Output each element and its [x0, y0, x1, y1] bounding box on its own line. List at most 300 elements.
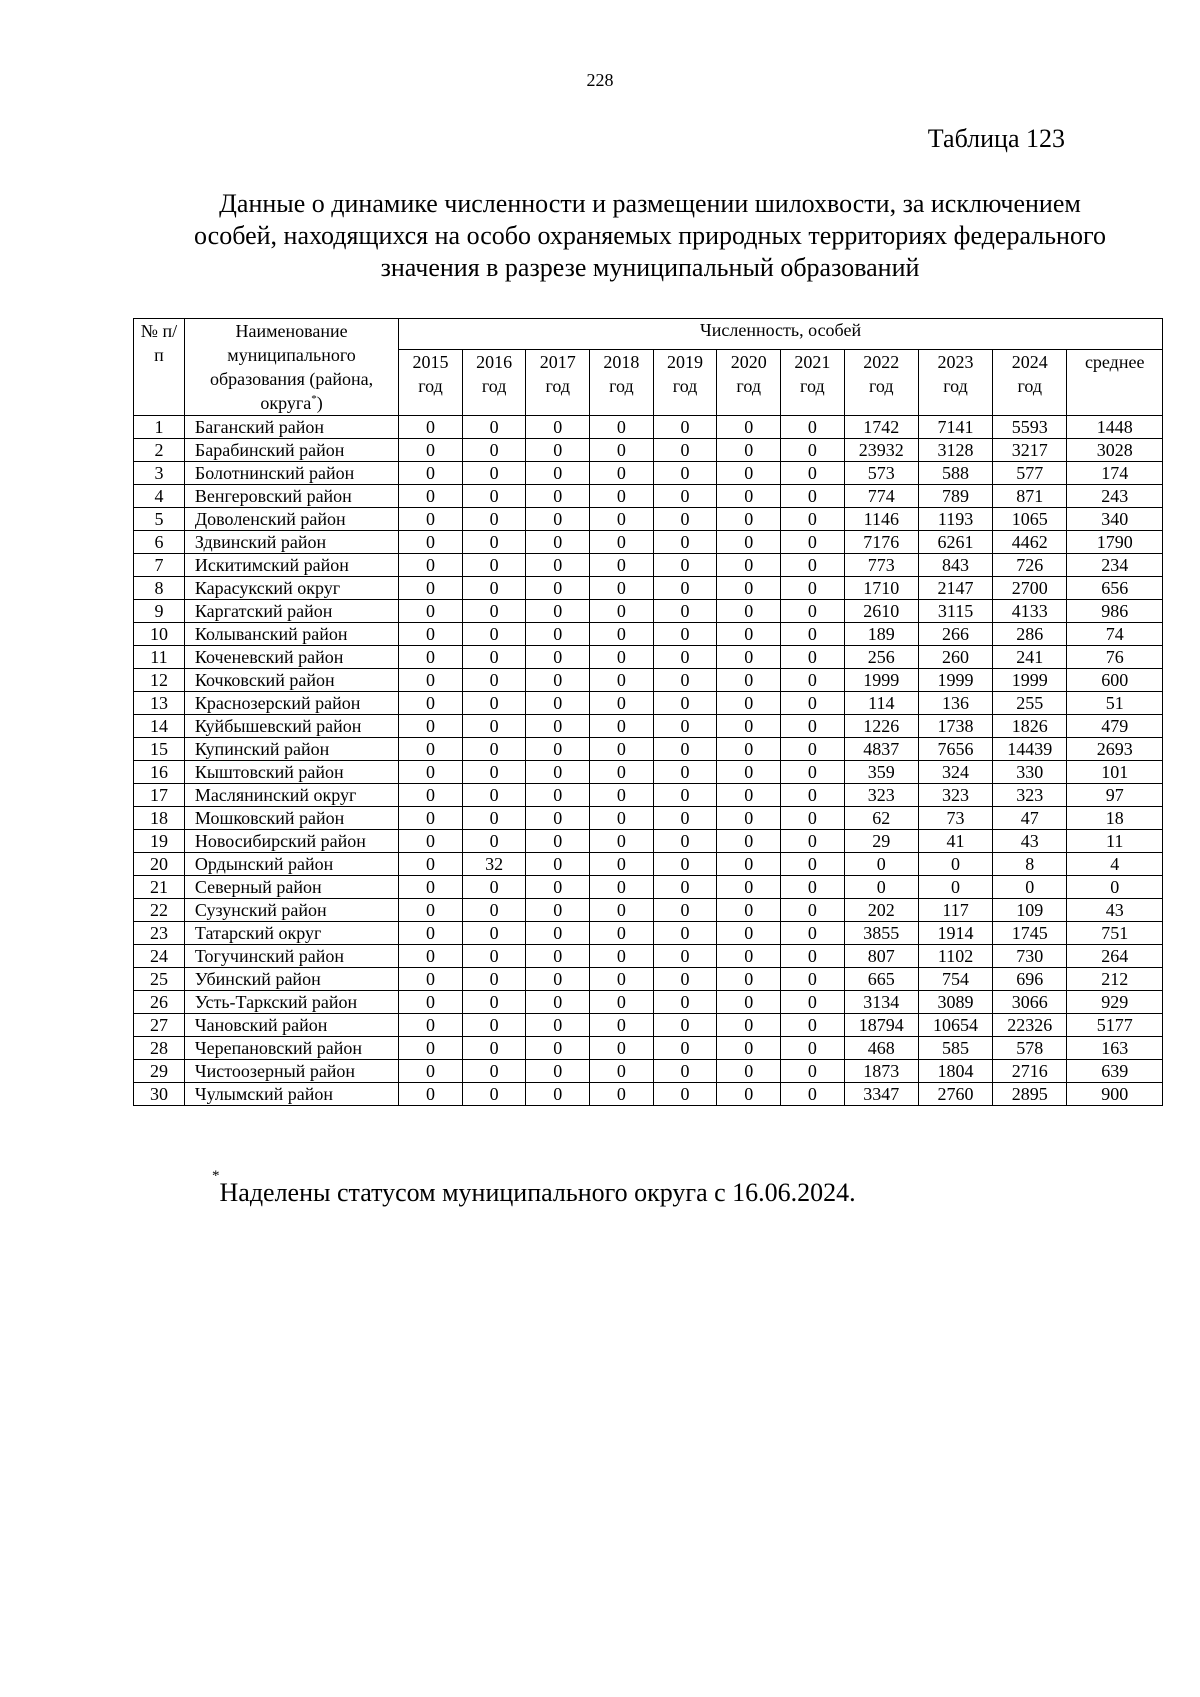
- header-year-value: 2016: [476, 351, 513, 372]
- count-cell: 588: [918, 462, 992, 485]
- count-cell: 0: [526, 807, 590, 830]
- count-cell: 0: [399, 669, 463, 692]
- row-number: 17: [134, 784, 185, 807]
- count-cell: 202: [844, 899, 918, 922]
- count-cell: 0: [653, 876, 717, 899]
- count-cell: 578: [993, 1037, 1067, 1060]
- count-cell: 0: [717, 784, 781, 807]
- count-cell: 0: [526, 416, 590, 439]
- count-cell: 0: [717, 1037, 781, 1060]
- count-cell: 754: [918, 968, 992, 991]
- count-cell: 0: [717, 1060, 781, 1083]
- count-cell: 0: [462, 899, 526, 922]
- count-cell: 0: [717, 899, 781, 922]
- table-row: [134, 1083, 1163, 1106]
- header-year-value: 2015: [412, 351, 449, 372]
- count-cell: 0: [590, 784, 654, 807]
- table-row: [134, 623, 1163, 646]
- count-cell: 1193: [918, 508, 992, 531]
- table-row: [134, 600, 1163, 623]
- count-cell: 255: [993, 692, 1067, 715]
- count-cell: 0: [781, 439, 845, 462]
- count-cell: 23932: [844, 439, 918, 462]
- count-cell: 0: [844, 876, 918, 899]
- count-cell: 1826: [993, 715, 1067, 738]
- average-cell: 18: [1067, 807, 1163, 830]
- count-cell: 256: [844, 646, 918, 669]
- count-cell: 665: [844, 968, 918, 991]
- document-title: [120, 188, 1180, 284]
- municipality-name: Куйбышевский район: [184, 715, 398, 738]
- average-cell: 43: [1067, 899, 1163, 922]
- count-cell: 114: [844, 692, 918, 715]
- count-cell: 0: [462, 968, 526, 991]
- count-cell: 1146: [844, 508, 918, 531]
- count-cell: 0: [781, 991, 845, 1014]
- count-cell: 324: [918, 761, 992, 784]
- row-number: 1: [134, 416, 185, 439]
- count-cell: 0: [717, 669, 781, 692]
- count-cell: 0: [526, 692, 590, 715]
- count-cell: 0: [653, 1037, 717, 1060]
- table-row: [134, 715, 1163, 738]
- count-cell: 117: [918, 899, 992, 922]
- count-cell: 0: [717, 462, 781, 485]
- count-cell: 0: [717, 600, 781, 623]
- count-cell: 0: [526, 968, 590, 991]
- count-cell: 0: [590, 416, 654, 439]
- header-footnote-mark: *: [311, 393, 317, 405]
- count-cell: 726: [993, 554, 1067, 577]
- count-cell: 0: [399, 554, 463, 577]
- count-cell: 0: [526, 853, 590, 876]
- count-cell: 0: [653, 945, 717, 968]
- average-cell: 479: [1067, 715, 1163, 738]
- count-cell: 0: [717, 508, 781, 531]
- count-cell: 2760: [918, 1083, 992, 1106]
- count-cell: 0: [590, 692, 654, 715]
- count-cell: 2716: [993, 1060, 1067, 1083]
- count-cell: 0: [781, 945, 845, 968]
- count-cell: 0: [781, 1014, 845, 1037]
- count-cell: 0: [590, 899, 654, 922]
- count-cell: 0: [590, 715, 654, 738]
- count-cell: 29: [844, 830, 918, 853]
- count-cell: 0: [526, 899, 590, 922]
- count-cell: 0: [462, 692, 526, 715]
- count-cell: 0: [993, 876, 1067, 899]
- count-cell: 0: [781, 554, 845, 577]
- count-cell: 0: [781, 646, 845, 669]
- count-cell: 696: [993, 968, 1067, 991]
- count-cell: 1999: [918, 669, 992, 692]
- count-cell: 0: [462, 577, 526, 600]
- table-row: [134, 876, 1163, 899]
- count-cell: 22326: [993, 1014, 1067, 1037]
- count-cell: 7656: [918, 738, 992, 761]
- count-cell: 0: [462, 485, 526, 508]
- footnote: [212, 1168, 856, 1208]
- count-cell: 7176: [844, 531, 918, 554]
- count-cell: 43: [993, 830, 1067, 853]
- count-cell: 0: [399, 1083, 463, 1106]
- count-cell: 0: [717, 715, 781, 738]
- header-municipality-text: Наименование муниципального образования (района, округа: [209, 321, 374, 413]
- row-number: 7: [134, 554, 185, 577]
- row-number: 12: [134, 669, 185, 692]
- count-cell: 47: [993, 807, 1067, 830]
- count-cell: 585: [918, 1037, 992, 1060]
- count-cell: 0: [462, 439, 526, 462]
- count-cell: 0: [399, 439, 463, 462]
- row-number: 13: [134, 692, 185, 715]
- table-row: [134, 968, 1163, 991]
- count-cell: 0: [590, 462, 654, 485]
- count-cell: 0: [781, 485, 845, 508]
- average-cell: 234: [1067, 554, 1163, 577]
- average-cell: 264: [1067, 945, 1163, 968]
- count-cell: 0: [781, 462, 845, 485]
- municipality-name: Доволенский район: [184, 508, 398, 531]
- count-cell: 0: [653, 784, 717, 807]
- municipality-name: Венгеровский район: [184, 485, 398, 508]
- header-year: [462, 349, 526, 415]
- count-cell: 0: [590, 600, 654, 623]
- count-cell: 0: [653, 922, 717, 945]
- count-cell: 62: [844, 807, 918, 830]
- count-cell: 1102: [918, 945, 992, 968]
- count-cell: 0: [399, 761, 463, 784]
- count-cell: 0: [462, 508, 526, 531]
- count-cell: 0: [462, 738, 526, 761]
- count-cell: 0: [590, 830, 654, 853]
- count-cell: 0: [590, 945, 654, 968]
- population-table: [133, 318, 1163, 1106]
- average-cell: 97: [1067, 784, 1163, 807]
- average-cell: 5177: [1067, 1014, 1163, 1037]
- count-cell: 0: [717, 830, 781, 853]
- count-cell: 0: [526, 1060, 590, 1083]
- municipality-name: Чистоозерный район: [184, 1060, 398, 1083]
- count-cell: 0: [653, 692, 717, 715]
- average-cell: 929: [1067, 991, 1163, 1014]
- count-cell: 5593: [993, 416, 1067, 439]
- header-year-value: 2020: [730, 351, 767, 372]
- count-cell: 468: [844, 1037, 918, 1060]
- table-row: [134, 646, 1163, 669]
- municipality-name: Болотнинский район: [184, 462, 398, 485]
- count-cell: 0: [717, 531, 781, 554]
- header-municipality-suffix: ): [316, 393, 323, 413]
- count-cell: 1873: [844, 1060, 918, 1083]
- row-number: 25: [134, 968, 185, 991]
- count-cell: 1914: [918, 922, 992, 945]
- count-cell: 0: [399, 1060, 463, 1083]
- count-cell: 1710: [844, 577, 918, 600]
- count-cell: 0: [918, 853, 992, 876]
- count-cell: 0: [399, 508, 463, 531]
- count-cell: 0: [526, 508, 590, 531]
- table-row: [134, 899, 1163, 922]
- average-cell: 751: [1067, 922, 1163, 945]
- table-row: [134, 761, 1163, 784]
- count-cell: 0: [781, 1037, 845, 1060]
- row-number: 14: [134, 715, 185, 738]
- count-cell: 0: [653, 646, 717, 669]
- table-row: [134, 485, 1163, 508]
- count-cell: 0: [717, 485, 781, 508]
- row-number: 24: [134, 945, 185, 968]
- count-cell: 0: [653, 485, 717, 508]
- count-cell: 0: [653, 991, 717, 1014]
- municipality-name: Кыштовский район: [184, 761, 398, 784]
- count-cell: 0: [462, 991, 526, 1014]
- average-cell: 174: [1067, 462, 1163, 485]
- header-year: [590, 349, 654, 415]
- count-cell: 0: [781, 623, 845, 646]
- municipality-name: Усть-Таркский район: [184, 991, 398, 1014]
- count-cell: 0: [526, 876, 590, 899]
- count-cell: 0: [781, 922, 845, 945]
- count-cell: 0: [590, 738, 654, 761]
- table-row: [134, 508, 1163, 531]
- municipality-name: Маслянинский округ: [184, 784, 398, 807]
- count-cell: 3217: [993, 439, 1067, 462]
- count-cell: 0: [590, 876, 654, 899]
- count-cell: 266: [918, 623, 992, 646]
- average-cell: 1448: [1067, 416, 1163, 439]
- header-year-unit: год: [800, 375, 825, 396]
- count-cell: 0: [462, 784, 526, 807]
- average-cell: 2693: [1067, 738, 1163, 761]
- count-cell: 0: [462, 623, 526, 646]
- average-cell: 212: [1067, 968, 1163, 991]
- count-cell: 4133: [993, 600, 1067, 623]
- count-cell: 0: [399, 968, 463, 991]
- count-cell: 6261: [918, 531, 992, 554]
- header-year-value: 2022: [863, 351, 900, 372]
- count-cell: 0: [653, 968, 717, 991]
- count-cell: 0: [462, 554, 526, 577]
- row-number: 23: [134, 922, 185, 945]
- average-cell: 4: [1067, 853, 1163, 876]
- count-cell: 0: [590, 508, 654, 531]
- municipality-name: Новосибирский район: [184, 830, 398, 853]
- count-cell: 0: [653, 462, 717, 485]
- count-cell: 0: [462, 646, 526, 669]
- count-cell: 789: [918, 485, 992, 508]
- count-cell: 0: [462, 1014, 526, 1037]
- municipality-name: Здвинский район: [184, 531, 398, 554]
- count-cell: 0: [590, 807, 654, 830]
- table-row: [134, 1014, 1163, 1037]
- count-cell: 2147: [918, 577, 992, 600]
- header-year-unit: год: [868, 375, 894, 396]
- count-cell: 1742: [844, 416, 918, 439]
- row-number: 19: [134, 830, 185, 853]
- row-number: 5: [134, 508, 185, 531]
- title-line: значения в разрезе муниципальный образований: [380, 253, 920, 282]
- header-year: [717, 349, 781, 415]
- count-cell: 0: [526, 439, 590, 462]
- count-cell: 3134: [844, 991, 918, 1014]
- count-cell: 0: [590, 439, 654, 462]
- count-cell: 0: [781, 807, 845, 830]
- count-cell: 323: [993, 784, 1067, 807]
- count-cell: 0: [781, 1083, 845, 1106]
- count-cell: 359: [844, 761, 918, 784]
- count-cell: 0: [781, 600, 845, 623]
- count-cell: 0: [717, 692, 781, 715]
- count-cell: 0: [462, 830, 526, 853]
- row-number: 10: [134, 623, 185, 646]
- count-cell: 0: [590, 485, 654, 508]
- average-cell: 600: [1067, 669, 1163, 692]
- page-number: 228: [586, 70, 614, 90]
- table-row: [134, 439, 1163, 462]
- count-cell: 3066: [993, 991, 1067, 1014]
- count-cell: 0: [399, 945, 463, 968]
- count-cell: 0: [781, 1060, 845, 1083]
- count-cell: 109: [993, 899, 1067, 922]
- municipality-name: Искитимский район: [184, 554, 398, 577]
- footnote-text: Наделены статусом муниципального округа с 16.06.2024.: [219, 1178, 856, 1207]
- count-cell: 3115: [918, 600, 992, 623]
- count-cell: 0: [462, 945, 526, 968]
- average-cell: 163: [1067, 1037, 1163, 1060]
- average-cell: 900: [1067, 1083, 1163, 1106]
- table-row: [134, 554, 1163, 577]
- header-year-value: 2017: [539, 351, 576, 372]
- header-year-value: 2019: [667, 351, 704, 372]
- count-cell: 0: [653, 715, 717, 738]
- count-cell: 0: [653, 1060, 717, 1083]
- municipality-name: Барабинский район: [184, 439, 398, 462]
- count-cell: 0: [653, 600, 717, 623]
- count-cell: 7141: [918, 416, 992, 439]
- count-cell: 0: [717, 738, 781, 761]
- count-cell: 0: [781, 899, 845, 922]
- row-number: 11: [134, 646, 185, 669]
- count-cell: 0: [399, 531, 463, 554]
- count-cell: 0: [462, 715, 526, 738]
- count-cell: 577: [993, 462, 1067, 485]
- count-cell: 0: [462, 876, 526, 899]
- count-cell: 0: [781, 577, 845, 600]
- count-cell: 41: [918, 830, 992, 853]
- count-cell: 0: [653, 577, 717, 600]
- average-cell: 76: [1067, 646, 1163, 669]
- count-cell: 0: [653, 899, 717, 922]
- count-cell: 0: [717, 853, 781, 876]
- table-row: [134, 945, 1163, 968]
- municipality-name: Ордынский район: [184, 853, 398, 876]
- row-number: 2: [134, 439, 185, 462]
- row-number: 8: [134, 577, 185, 600]
- count-cell: 2700: [993, 577, 1067, 600]
- municipality-name: Чановский район: [184, 1014, 398, 1037]
- footnote-mark: *: [212, 1168, 220, 1184]
- count-cell: 0: [462, 669, 526, 692]
- count-cell: 0: [717, 807, 781, 830]
- table-caption: Таблица 123: [927, 124, 1065, 153]
- count-cell: 10654: [918, 1014, 992, 1037]
- count-cell: 0: [781, 715, 845, 738]
- count-cell: 73: [918, 807, 992, 830]
- count-cell: 2610: [844, 600, 918, 623]
- count-cell: 0: [781, 784, 845, 807]
- count-cell: 730: [993, 945, 1067, 968]
- count-cell: 0: [590, 531, 654, 554]
- count-cell: 0: [526, 784, 590, 807]
- title-line: Данные о динамике численности и размещении шилохвости, за исключением: [219, 189, 1081, 218]
- count-cell: 32: [462, 853, 526, 876]
- header-year-value: 2024: [1011, 351, 1048, 372]
- header-year: [993, 349, 1067, 415]
- count-cell: 0: [526, 485, 590, 508]
- count-cell: 241: [993, 646, 1067, 669]
- count-cell: 1999: [844, 669, 918, 692]
- table-row: [134, 416, 1163, 439]
- count-cell: 0: [781, 508, 845, 531]
- count-cell: 0: [717, 439, 781, 462]
- municipality-name: Сузунский район: [184, 899, 398, 922]
- count-cell: 0: [526, 669, 590, 692]
- municipality-name: Колыванский район: [184, 623, 398, 646]
- count-cell: 0: [526, 715, 590, 738]
- header-municipality: [184, 319, 398, 416]
- row-number: 18: [134, 807, 185, 830]
- table-row: [134, 531, 1163, 554]
- count-cell: 0: [462, 761, 526, 784]
- count-cell: 0: [918, 876, 992, 899]
- count-cell: 323: [844, 784, 918, 807]
- municipality-name: Тогучинский район: [184, 945, 398, 968]
- count-cell: 0: [781, 692, 845, 715]
- count-cell: 1804: [918, 1060, 992, 1083]
- row-number: 21: [134, 876, 185, 899]
- count-cell: 0: [399, 807, 463, 830]
- count-cell: 0: [590, 991, 654, 1014]
- count-cell: 0: [399, 485, 463, 508]
- header-year-unit: год: [943, 375, 968, 396]
- average-cell: 0: [1067, 876, 1163, 899]
- count-cell: 0: [717, 945, 781, 968]
- municipality-name: Чулымский район: [184, 1083, 398, 1106]
- count-cell: 0: [717, 416, 781, 439]
- count-cell: 1226: [844, 715, 918, 738]
- count-cell: 0: [653, 416, 717, 439]
- count-cell: 0: [590, 922, 654, 945]
- municipality-name: Черепановский район: [184, 1037, 398, 1060]
- average-cell: 639: [1067, 1060, 1163, 1083]
- municipality-name: Татарский округ: [184, 922, 398, 945]
- count-cell: 260: [918, 646, 992, 669]
- header-year-value: 2023: [937, 351, 974, 372]
- row-number: 27: [134, 1014, 185, 1037]
- table-row: [134, 830, 1163, 853]
- table-row: [134, 1037, 1163, 1060]
- count-cell: 0: [526, 554, 590, 577]
- count-cell: 0: [526, 738, 590, 761]
- count-cell: 773: [844, 554, 918, 577]
- table-row: [134, 991, 1163, 1014]
- header-year: [781, 349, 845, 415]
- count-cell: 0: [399, 876, 463, 899]
- table-row: [134, 1060, 1163, 1083]
- count-cell: 0: [399, 416, 463, 439]
- municipality-name: Баганский район: [184, 416, 398, 439]
